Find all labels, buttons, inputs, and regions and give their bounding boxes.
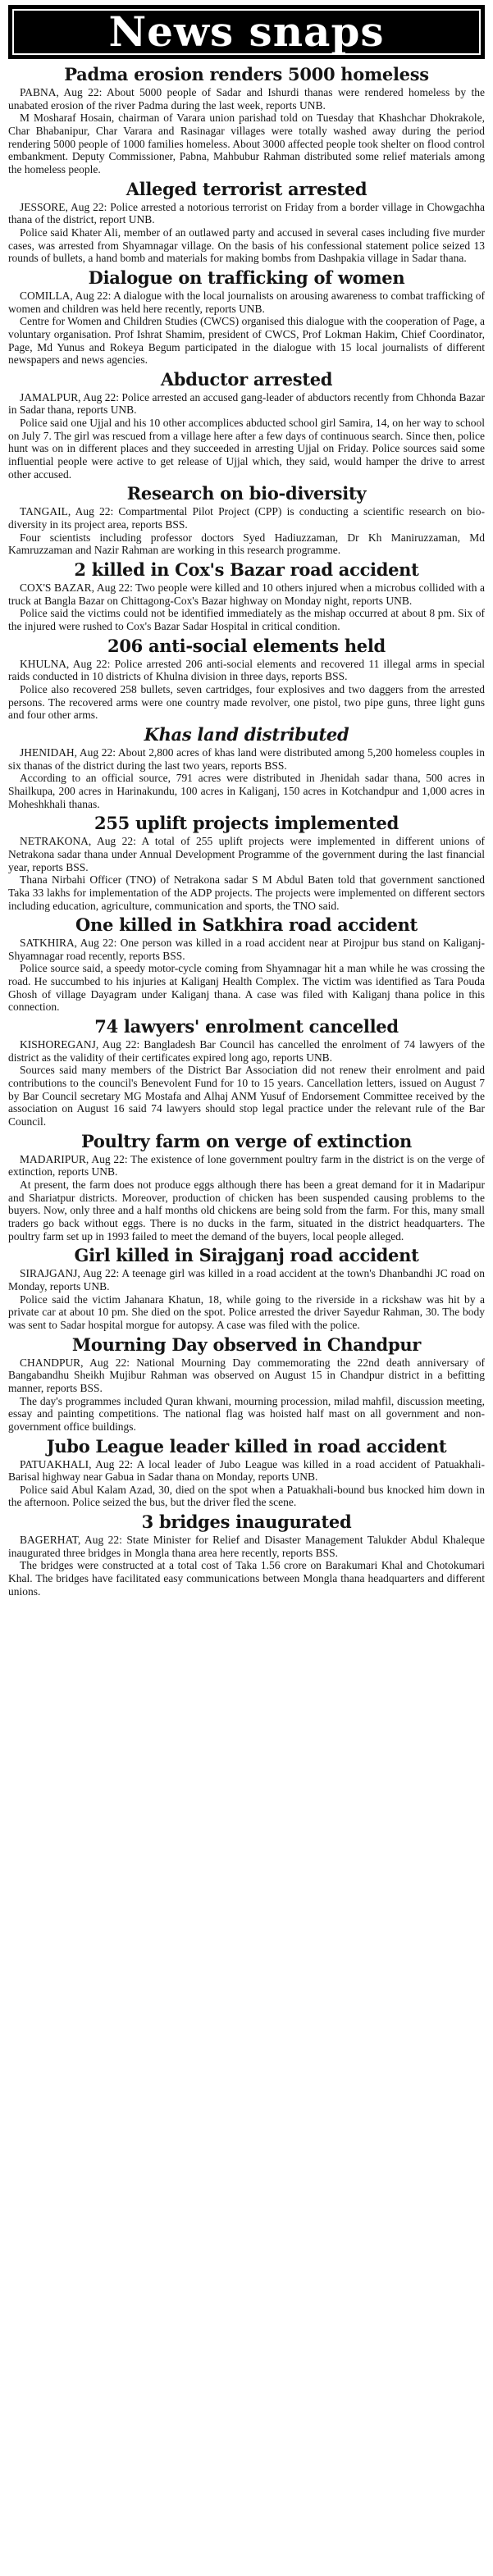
news-story [8,1334,485,1434]
news-story [8,1016,485,1128]
story-lead-paragraph: KHULNA, Aug 22: Police arrested 206 anti-social elements and recovered 11 illegal arms in special raids conducted in 10 districts of Khulna division in three days, reports BSS. [8,657,485,683]
news-story [8,813,485,912]
news-story [8,724,485,810]
story-headline: Research on bio-diversity [126,483,367,504]
story-paragraph: Police said the victim Jahanara Khatun, 18, while going to the riverside in a rickshaw was hit by a private car at about 10 pm. She died on the spot. Police arrested the driver Sayedur Rahman, 30. The body was sent to Sadar hospital morgue for autopsy. A case was filed with the police. [8,1293,485,1331]
story-paragraph: The day's programmes included Quran khwani, mourning procession, milad mahfil, discussion meeting, essay and painting competitions. The national flag was hoisted half mast on all government and non-government office buildings. [8,1394,485,1433]
story-paragraph: At present, the farm does not produce eggs although there has been a great demand for it in Madaripur and Shariatpur districts. Moreover, production of chicken has been suspended causing problems to the buyers. Now, only three and a half months old chickens are being sold from the farm. For this, many small traders go back without eggs. There is no ducks in the farm, situated in the district headquarters. The poultry farm set up in 1993 failed to meet the demand of the buyers, local people alleged. [8,1179,485,1242]
story-lead-paragraph: SIRAJGANJ, Aug 22: A teenage girl was killed in a road accident at the town's Dhanbandhi JC road on Monday, reports UNB. [8,1267,485,1293]
news-story [8,179,485,265]
story-headline: Dialogue on trafficking of women [88,267,405,288]
story-paragraph: Police said Abul Kalam Azad, 30, died on the spot when a Patuakhali-bound bus knocked him down in the afternoon. Police seized the bus, but the driver fled the scene. [8,1483,485,1509]
story-headline: Abductor arrested [160,368,333,390]
story-headline: Poultry farm on verge of extinction [81,1130,412,1151]
story-lead-paragraph: SATKHIRA, Aug 22: One person was killed in a road accident near at Pirojpur bus stand on Kaliganj-Shyamnagar road recently, reports BSS. [8,937,485,962]
story-lead-paragraph: JESSORE, Aug 22: Police arrested a notorious terrorist on Friday from a border village in Chowgachha thana of the district, report UNB. [8,200,485,226]
story-lead-paragraph: TANGAIL, Aug 22: Compartmental Pilot Project (CPP) is conducting a scientific research on bio-diversity in its project area, reports BSS. [8,505,485,531]
story-lead-paragraph: NETRAKONA, Aug 22: A total of 255 uplift projects were implemented in different unions of Netrakona sadar thana under Annual Development Programme of the government during the last financial year, reports BSS. [8,835,485,873]
story-headline: Girl killed in Sirajganj road accident [74,1245,419,1266]
news-story [8,64,485,176]
story-headline: One killed in Satkhira road accident [75,914,418,936]
news-story [8,267,485,367]
story-headline: 74 lawyers' enrolment cancelled [94,1016,399,1037]
story-headline: Jubo League leader killed in road accident [46,1435,447,1457]
news-story [8,483,485,557]
news-story [8,369,485,481]
story-lead-paragraph: KISHOREGANJ, Aug 22: Bangladesh Bar Council has cancelled the enrolment of 74 lawyers of the district as the validity of their certificates expired long ago, reports UNB. [8,1038,485,1064]
story-paragraph: Police said one Ujjal and his 10 other accomplices abducted school girl Samira, 14, on her way to school on July 7. The girl was rescued from a village here after a few days of continuous search. Since then, police hunt was on in different places and they succeeded in arresting Ujjal on Friday. Police sources said some influential people were active to get release of Ujjal which, they said, would hamper the drive to arrest other accused. [8,417,485,481]
story-lead-paragraph: COX'S BAZAR, Aug 22: Two people were killed and 10 others injured when a microbus collided with a truck at Bangla Bazar on Chittagong-Cox's Bazar highway on Monday night, reports UNB. [8,581,485,607]
masthead [8,5,485,59]
story-paragraph: M Mosharaf Hosain, chairman of Varara union parishad told on Tuesday that Khashchar Dhokrakole, Char Bhabanipur, Char Varara and Rasinagar villages were totally washed away during the period rendering 5000 people of 1000 families homeless. About 3000 affected people took shelter on flood control embankment. Deputy Commissioner, Pabna, Mahbubur Rahman distributed some relief materials among the homeless people. [8,112,485,176]
story-paragraph: Police said the victims could not be identified immediately as the mishap occurred at about 8 pm. Six of the injured were rushed to Cox's Bazar Sadar Hospital in critical condition. [8,607,485,632]
news-story [8,636,485,722]
story-lead-paragraph: COMILLA, Aug 22: A dialogue with the local journalists on arousing awareness to combat trafficking of women and children was held here recently, reports UNB. [8,289,485,315]
story-headline: 3 bridges inaugurated [141,1511,352,1533]
story-headline: Alleged terrorist arrested [126,178,367,199]
story-lead-paragraph: BAGERHAT, Aug 22: State Minister for Relief and Disaster Management Talukder Abdul Khaleque inaugurated three bridges in Mongla thana area here recently, reports BSS. [8,1534,485,1559]
story-lead-paragraph: CHANDPUR, Aug 22: National Mourning Day commemorating the 22nd death anniversary of Bangabandhu Sheikh Mujibur Rahman was observed on August 15 in Chandpur district in a befitting manner, reports BSS. [8,1356,485,1394]
story-lead-paragraph: JHENIDAH, Aug 22: About 2,800 acres of khas land were distributed among 5,200 homeless couples in six thanas of the district during the last two years, reports BSS. [8,745,485,772]
story-paragraph: Police also recovered 258 bullets, seven cartridges, four explosives and two daggers from the arrested persons. The recovered arms were one country made revolver, one pistol, two pipe guns, three light guns and four other arms. [8,682,485,722]
stories-list [8,64,485,1598]
news-story [8,1245,485,1331]
story-lead-paragraph: PATUAKHALI, Aug 22: A local leader of Jubo League was killed in a road accident of Patuakhali-Barisal highway near Gabua in Sadar thana on Monday, reports UNB. [8,1457,485,1484]
news-story [8,1131,485,1243]
story-headline: Padma erosion renders 5000 homeless [64,64,429,84]
news-story [8,1436,485,1510]
story-lead-paragraph: JAMALPUR, Aug 22: Police arrested an accused gang-leader of abductors recently from Chhonda Bazar in Sadar thana, reports UNB. [8,390,485,417]
story-headline: Mourning Day observed in Chandpur [71,1334,422,1355]
story-paragraph: Thana Nirbahi Officer (TNO) of Netrakona sadar S M Abdul Baten told that government sanctioned Taka 33 lakhs for implementation of the ADP projects. The projects were implemented on different sectors including education, agriculture, communication and sports, the TNO said. [8,873,485,912]
story-paragraph: Centre for Women and Children Studies (CWCS) organised this dialogue with the cooperation of Page, a voluntary organisation. Prof Ishrat Shamim, president of CWCS, Prof Lokman Hakim, Chief Coordinator, Page, Md Yunus and Rokeya Begum participated in the dialogue with 15 local journalists of different newspapers and news agencies. [8,315,485,367]
story-paragraph: Four scientists including professor doctors Syed Hadiuzzaman, Dr Kh Maniruzzaman, Md Kamruzzaman and Nazir Rahman are working in this research programme. [8,531,485,557]
story-paragraph: The bridges were constructed at a total cost of Taka 1.56 crore on Barakumari Khal and Chotokumari Khal. The bridges have facilitated easy communications between Mongla thana headquarters and different unions. [8,1559,485,1598]
story-headline: 206 anti-social elements held [107,635,386,656]
story-lead-paragraph: PABNA, Aug 22: About 5000 people of Sadar and Ishurdi thanas were rendered homeless by the unabated erosion of the river Padma during the last week, reports UNB. [8,86,485,112]
story-lead-paragraph: MADARIPUR, Aug 22: The existence of lone government poultry farm in the district is on the verge of extinction, reports UNB. [8,1152,485,1179]
story-headline: Khas land distributed [144,723,349,745]
story-headline: 2 killed in Cox's Bazar road accident [74,559,419,581]
story-paragraph: Police said Khater Ali, member of an outlawed party and accused in several cases including five murder cases, was arrested from Shyamnagar village. On the basis of his confessional statement police seized 13 rounds of bullets, a hand bomb and materials for making bombs from Dashpakia village in Sadar thana. [8,226,485,265]
masthead-title: News snaps [108,7,385,56]
story-paragraph: Sources said many members of the District Bar Association did not renew their enrolment and paid contributions to the council's Benevolent Fund for 10 to 15 years. Cancellation letters, issued on August 7 by Bar Council secretary MG Mostafa and Alhaj ANM Yusuf of Endorsement Committee received by the association on August 16 said 74 lawyers should stop legal practice under the relevant rule of the Bar Council. [8,1064,485,1128]
news-story [8,1511,485,1598]
story-paragraph: Police source said, a speedy motor-cycle coming from Shyamnagar hit a man while he was crossing the road. He succumbed to his injuries at Kaliganj Health Complex. The victim was identified as Tara Pouda Ghosh of village Dayagram under Kaliganj thana. A case was filed with Kaliganj thana police in this connection. [8,962,485,1014]
news-story [8,914,485,1014]
news-story [8,559,485,633]
story-paragraph: According to an official source, 791 acres were distributed in Jhenidah sadar thana, 500 acres in Shailkupa, 200 acres in Harinakundu, 100 acres in Kaliganj, 150 acres in Kotchandpur and 1,000 acres in Moheshkhali thanas. [8,772,485,810]
story-headline: 255 uplift projects implemented [94,813,399,834]
